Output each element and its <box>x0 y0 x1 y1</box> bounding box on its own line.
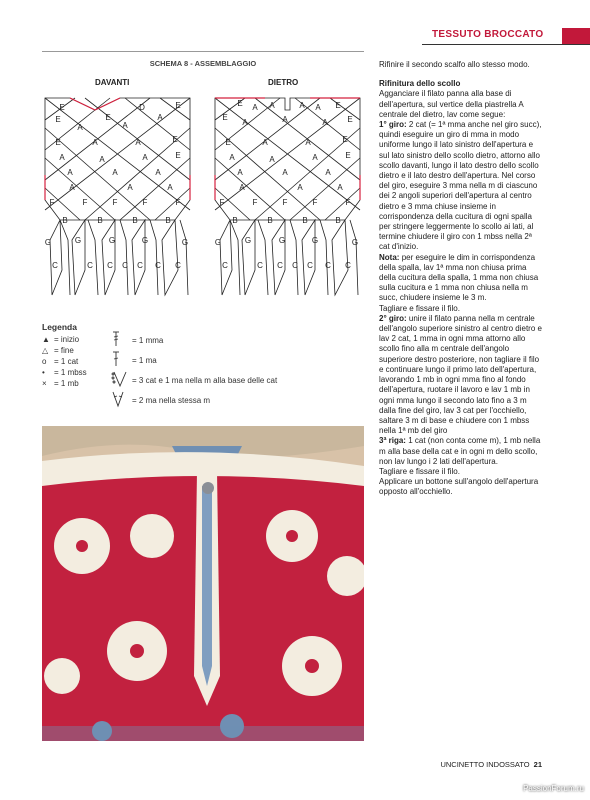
schema-title: SCHEMA 8 - ASSEMBLAGGIO <box>149 59 257 68</box>
note-text: per eseguire le dim in corrispondenza della spalla, lav 1ª mma non chiusa prima della cucitura della spalla, 1 mma non chiusa sulla cucitura e 1 mma non chiusa nella m succ, chiudere insieme le 3 m. <box>379 252 539 303</box>
legend-label: = 1 mbss <box>54 368 87 377</box>
svg-text:A: A <box>305 138 311 147</box>
svg-text:A: A <box>322 118 328 127</box>
svg-text:F: F <box>312 198 318 207</box>
page-number: 21 <box>533 760 542 769</box>
legend-label: = 1 mb <box>54 379 79 388</box>
svg-text:A: A <box>112 168 118 177</box>
svg-text:F: F <box>112 198 118 207</box>
svg-text:G: G <box>278 236 286 245</box>
svg-text:A: A <box>269 101 275 110</box>
row-3-text: 1 cat (non conta come m), 1 mb nella m alla base della cat e in ogni m dello scollo, non lav lungo i 2 lati dell'apertura. <box>379 436 541 466</box>
svg-text:B: B <box>97 216 103 225</box>
legend-label: = 1 ma <box>132 355 157 365</box>
page-footer <box>440 760 542 769</box>
svg-text:E: E <box>237 99 243 108</box>
svg-text:A: A <box>325 168 331 177</box>
svg-text:B: B <box>302 216 308 225</box>
svg-text:C: C <box>107 261 113 270</box>
svg-text:A: A <box>69 183 75 192</box>
svg-text:C: C <box>325 261 331 270</box>
svg-text:A: A <box>242 118 248 127</box>
svg-text:G: G <box>74 236 82 245</box>
ma-symbol-icon <box>110 351 132 369</box>
svg-text:G: G <box>181 238 189 247</box>
magazine-name: UNCINETTO INDOSSATO <box>440 760 530 769</box>
legend-symbol: o <box>42 357 47 366</box>
legend-label: = 1 cat <box>54 357 79 366</box>
svg-text:F: F <box>282 198 288 207</box>
svg-text:E: E <box>342 135 348 144</box>
svg-text:A: A <box>239 183 245 192</box>
svg-text:F: F <box>252 198 258 207</box>
legend-item <box>110 330 277 350</box>
legend-label: = 3 cat e 1 ma nella m alla base delle cat <box>132 375 278 385</box>
label-davanti: DAVANTI <box>95 78 130 87</box>
svg-text:C: C <box>137 261 143 270</box>
mma-symbol-icon <box>110 331 132 349</box>
svg-text:A: A <box>315 103 321 112</box>
intro-paragraph: Rifinire il secondo scalfo allo stesso modo. <box>379 60 530 69</box>
increase-symbol-icon <box>110 390 132 410</box>
svg-text:B: B <box>267 216 273 225</box>
legend-item <box>42 345 87 356</box>
svg-text:E: E <box>347 115 353 124</box>
label-dietro: DIETRO <box>268 78 299 87</box>
svg-text:A: A <box>312 153 318 162</box>
svg-text:F: F <box>49 198 55 207</box>
round-2 <box>379 314 543 436</box>
legend-title: Legenda <box>42 322 77 332</box>
svg-text:A: A <box>297 183 303 192</box>
svg-text:E: E <box>55 115 61 124</box>
svg-text:G: G <box>351 238 359 247</box>
round-2-label: 2° giro: <box>379 313 407 323</box>
paragraph-1: Agganciare il filato panna alla base di dell'apertura, sul vertice della piastrella A centrale del dietro, lav come segue: <box>379 89 524 119</box>
note-label: Nota: <box>379 252 400 262</box>
legend <box>42 322 87 389</box>
svg-text:E: E <box>172 135 178 144</box>
round-1 <box>379 120 543 253</box>
legend-item <box>42 367 87 378</box>
watermark: PassionForum.ru <box>523 784 584 793</box>
final-paragraph: Applicare un bottone sull'angolo dell'apertura opposto all'occhiello. <box>379 477 539 497</box>
legend-symbol: • <box>42 368 45 377</box>
section-title: TESSUTO BROCCATO <box>432 29 544 40</box>
svg-text:A: A <box>59 153 65 162</box>
legend-symbol: × <box>42 379 47 388</box>
svg-text:C: C <box>345 261 351 270</box>
legend-item <box>110 350 277 370</box>
svg-text:E: E <box>175 101 181 110</box>
legend-stitches <box>110 330 277 410</box>
instructions-column <box>379 60 543 498</box>
svg-text:A: A <box>67 168 73 177</box>
legend-label: = 2 ma nella stessa m <box>132 395 211 405</box>
svg-text:A: A <box>252 103 258 112</box>
svg-text:C: C <box>257 261 263 270</box>
diagram-dietro <box>210 90 370 305</box>
svg-text:A: A <box>122 121 128 130</box>
legend-item <box>42 334 87 345</box>
cluster-symbol-icon <box>110 370 132 390</box>
row-3-label: 3ª riga: <box>379 436 406 446</box>
svg-text:A: A <box>157 113 163 122</box>
svg-text:C: C <box>292 261 298 270</box>
svg-text:C: C <box>122 261 128 270</box>
svg-text:A: A <box>299 101 305 110</box>
svg-text:A: A <box>92 138 98 147</box>
svg-text:C: C <box>52 261 58 270</box>
garment-photo <box>42 426 364 741</box>
svg-text:C: C <box>155 261 161 270</box>
svg-text:E: E <box>335 101 341 110</box>
svg-text:F: F <box>142 198 148 207</box>
legend-item <box>42 378 87 389</box>
svg-text:A: A <box>77 123 83 132</box>
row-3 <box>379 436 543 467</box>
svg-text:G: G <box>214 238 222 247</box>
svg-text:D: D <box>139 103 145 112</box>
svg-text:B: B <box>232 216 238 225</box>
svg-text:A: A <box>155 168 161 177</box>
svg-text:A: A <box>229 153 235 162</box>
svg-text:A: A <box>237 168 243 177</box>
svg-text:B: B <box>335 216 341 225</box>
svg-text:B: B <box>62 216 68 225</box>
header-accent-bar <box>562 28 590 44</box>
svg-text:A: A <box>282 115 288 124</box>
legend-item <box>110 390 277 410</box>
round-1-text: 2 cat (= 1ª mma anche nel giro succ), quindi eseguire un giro di mma in modo uniforme lungo il lato sinistro dell'apertura e sul lato sinistro dello scollo dietro, attorno allo scollo davanti, lungo il lato destro dello scollo dietro e il lato destro dell'apertura. Nel corso del giro, eseguire 3 mma nella m di ciascuno dei 2 angoli superiori dell'apertura al centro dietro e 3 mma chiuse insieme in corrispondenza della cucitura di ogni spalla per stringere leggermente lo scollo ai lati, al termine chiudere il giro con 1 mbss nella 2ª cat d'inizio. <box>379 120 542 252</box>
svg-text:B: B <box>165 216 171 225</box>
svg-text:E: E <box>55 138 61 147</box>
note <box>379 253 543 304</box>
diagram-davanti <box>40 90 200 305</box>
svg-text:A: A <box>337 183 343 192</box>
legend-symbol: △ <box>42 346 49 355</box>
svg-text:F: F <box>345 198 351 207</box>
svg-text:E: E <box>345 151 351 160</box>
svg-text:A: A <box>142 153 148 162</box>
legend-label: = 1 mma <box>132 335 164 345</box>
svg-text:A: A <box>135 138 141 147</box>
svg-text:E: E <box>225 138 231 147</box>
svg-text:G: G <box>141 236 149 245</box>
svg-text:G: G <box>44 238 52 247</box>
svg-text:G: G <box>311 236 319 245</box>
svg-text:G: G <box>108 236 116 245</box>
cut-thread-2: Tagliare e fissare il filo. <box>379 466 460 476</box>
svg-text:A: A <box>99 155 105 164</box>
svg-text:G: G <box>244 236 252 245</box>
svg-text:C: C <box>277 261 283 270</box>
header-rule <box>422 44 590 45</box>
legend-label: = fine <box>54 346 74 355</box>
legend-item <box>42 356 87 367</box>
section-heading: Rifinitura dello scollo <box>379 79 461 89</box>
svg-text:C: C <box>175 261 181 270</box>
schema-rule <box>42 51 364 52</box>
svg-text:F: F <box>219 198 225 207</box>
legend-symbol: ▲ <box>42 335 50 344</box>
svg-text:F: F <box>82 198 88 207</box>
svg-text:B: B <box>132 216 138 225</box>
legend-label: = inizio <box>54 335 80 344</box>
svg-text:E: E <box>105 113 111 122</box>
svg-text:A: A <box>167 183 173 192</box>
svg-text:C: C <box>222 261 228 270</box>
svg-text:A: A <box>282 168 288 177</box>
round-2-text: unire il filato panna nella m centrale dell'angolo superiore sinistro al centro dietro e lav 2 cat, 1 mma in ogni mma attorno allo scollo fino alla m centrale dell'angolo superiore destro posteriore, non tagliare il filo e continuare lungo il primo lato dell'apertura, lavorando 1 mb in ogni mma fino al fondo dell'apertura, ruotare il lavoro e lav 1 mb in ogni mma lungo il secondo lato fino a 3 m dalla fine del giro, lav 3 cat per l'occhiello, saltare 3 m di base e chiudere con 1 mbss nella 1ª mb del giro <box>379 313 542 436</box>
svg-text:A: A <box>269 155 275 164</box>
svg-text:A: A <box>127 183 133 192</box>
svg-text:F: F <box>175 198 181 207</box>
svg-text:C: C <box>307 261 313 270</box>
svg-text:E: E <box>59 103 65 112</box>
svg-text:A: A <box>262 138 268 147</box>
svg-text:E: E <box>175 151 181 160</box>
crochet-back-image <box>42 426 364 741</box>
cut-thread-1: Tagliare e fissare il filo. <box>379 303 460 313</box>
svg-text:C: C <box>87 261 93 270</box>
svg-text:E: E <box>222 113 228 122</box>
legend-item <box>110 370 277 390</box>
round-1-label: 1° giro: <box>379 120 407 130</box>
